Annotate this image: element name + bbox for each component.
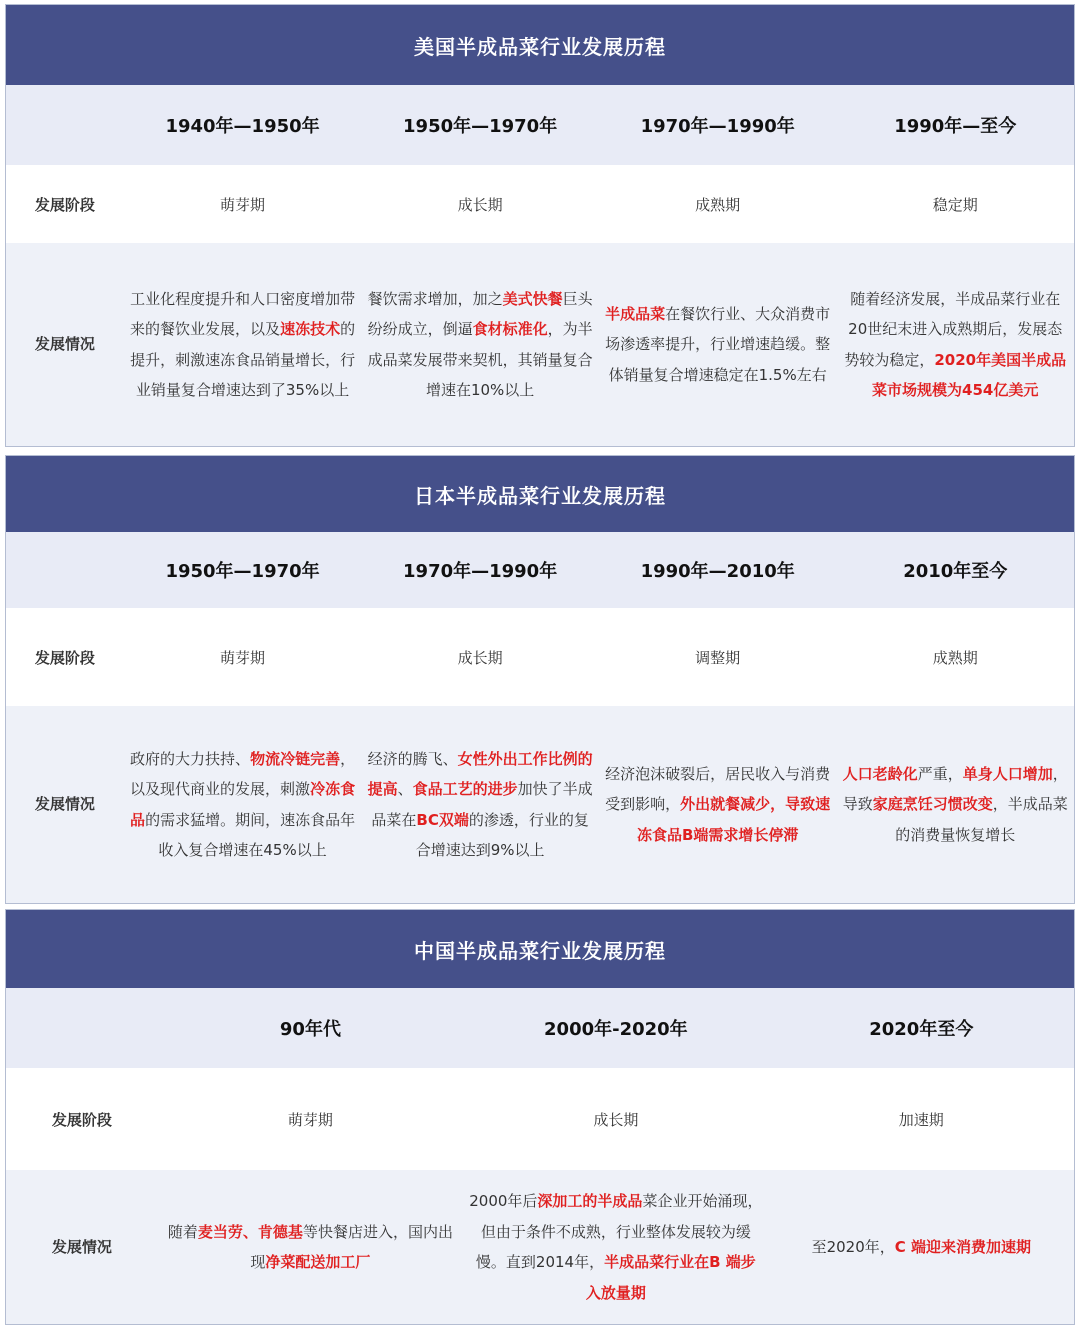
usa-period: 1970年—1990年 [640,116,795,137]
japan-desc-row [6,706,1074,903]
japan-stage-label: 发展阶段 [34,648,95,667]
japan-period-row [6,532,1074,608]
japan-panel [5,455,1075,904]
usa-desc: 餐饮需求增加，加之美式快餐巨头纷纷成立，倒逼食材标准化，为半成品菜发展带来契机，其销量复合增速在10%以上 [367,289,593,399]
japan-title: 日本半成品菜行业发展历程 [6,456,1074,532]
usa-stage-row [6,165,1074,243]
china-stage: 加速期 [898,1110,944,1129]
china-desc: 2000年后深加工的半成品菜企业开始涌现，但由于条件不成熟，行业整体发展较为缓慢。直到2014年，半成品菜行业在B 端步入放量期 [469,1192,763,1302]
japan-desc: 经济的腾飞、女性外出工作比例的提高、食品工艺的进步加快了半成品菜在BC双端的渗透，行业的复合增速达到9%以上 [367,749,593,859]
japan-period: 1970年—1990年 [403,561,558,582]
japan-desc: 经济泡沫破裂后，居民收入与消费受到影响，外出就餐减少，导致速冻食品B端需求增长停滞 [605,764,831,844]
usa-stage: 稳定期 [932,195,978,214]
japan-period: 1990年—2010年 [640,561,795,582]
usa-stage: 萌芽期 [220,195,266,214]
usa-desc: 随着经济发展，半成品菜行业在20世纪末进入成熟期后，发展态势较为稳定，2020年美国半成品菜市场规模为454亿美元 [844,289,1067,399]
japan-desc: 政府的大力扶持、物流冷链完善，以及现代商业的发展，刺激冷冻食品的需求猛增。期间，速冻食品年收入复合增速在45%以上 [130,749,356,859]
china-period: 2000年-2020年 [544,1019,688,1040]
usa-period: 1990年—至今 [894,116,1017,137]
japan-desc: 人口老龄化严重，单身人口增加，导致家庭烹饪习惯改变，半成品菜的消费量恢复增长 [842,764,1068,844]
usa-period: 1940年—1950年 [165,116,320,137]
usa-desc: 工业化程度提升和人口密度增加带来的餐饮业发展，以及速冻技术的提升，刺激速冻食品销量增长，行业销量复合增速达到了35%以上 [130,289,356,399]
japan-stage: 成熟期 [932,648,978,667]
usa-stage-label: 发展阶段 [34,195,95,214]
china-title: 中国半成品菜行业发展历程 [6,910,1074,988]
china-period: 90年代 [279,1019,341,1040]
usa-stage: 成长期 [457,195,503,214]
japan-period: 1950年—1970年 [165,561,320,582]
japan-desc-label: 发展情况 [34,795,95,814]
china-desc-label: 发展情况 [51,1237,112,1256]
china-stage: 萌芽期 [287,1110,333,1129]
japan-stage-row [6,608,1074,706]
china-panel [5,909,1075,1325]
china-period: 2020年至今 [869,1019,974,1040]
usa-desc-label: 发展情况 [34,335,95,354]
china-desc: 随着麦当劳、肯德基等快餐店进入，国内出现净菜配送加工厂 [167,1222,453,1271]
japan-stage: 萌芽期 [220,648,266,667]
china-stage: 成长期 [593,1110,639,1129]
usa-panel [5,4,1075,447]
china-stage-label: 发展阶段 [51,1110,112,1129]
usa-desc: 半成品菜在餐饮行业、大众消费市场渗透率提升，行业增速趋缓。整体销量复合增速稳定在1.5%左右 [605,304,831,384]
china-desc: 至2020年，C 端迎来消费加速期 [811,1237,1031,1256]
usa-title: 美国半成品菜行业发展历程 [6,5,1074,85]
usa-desc-row [6,243,1074,446]
usa-stage: 成熟期 [695,195,741,214]
usa-period: 1950年—1970年 [403,116,558,137]
china-desc-row [6,1170,1074,1324]
china-stage-row [6,1068,1074,1170]
china-period-row [6,988,1074,1068]
japan-period: 2010年至今 [903,561,1008,582]
usa-period-row [6,85,1074,165]
japan-stage: 调整期 [695,648,741,667]
japan-stage: 成长期 [457,648,503,667]
